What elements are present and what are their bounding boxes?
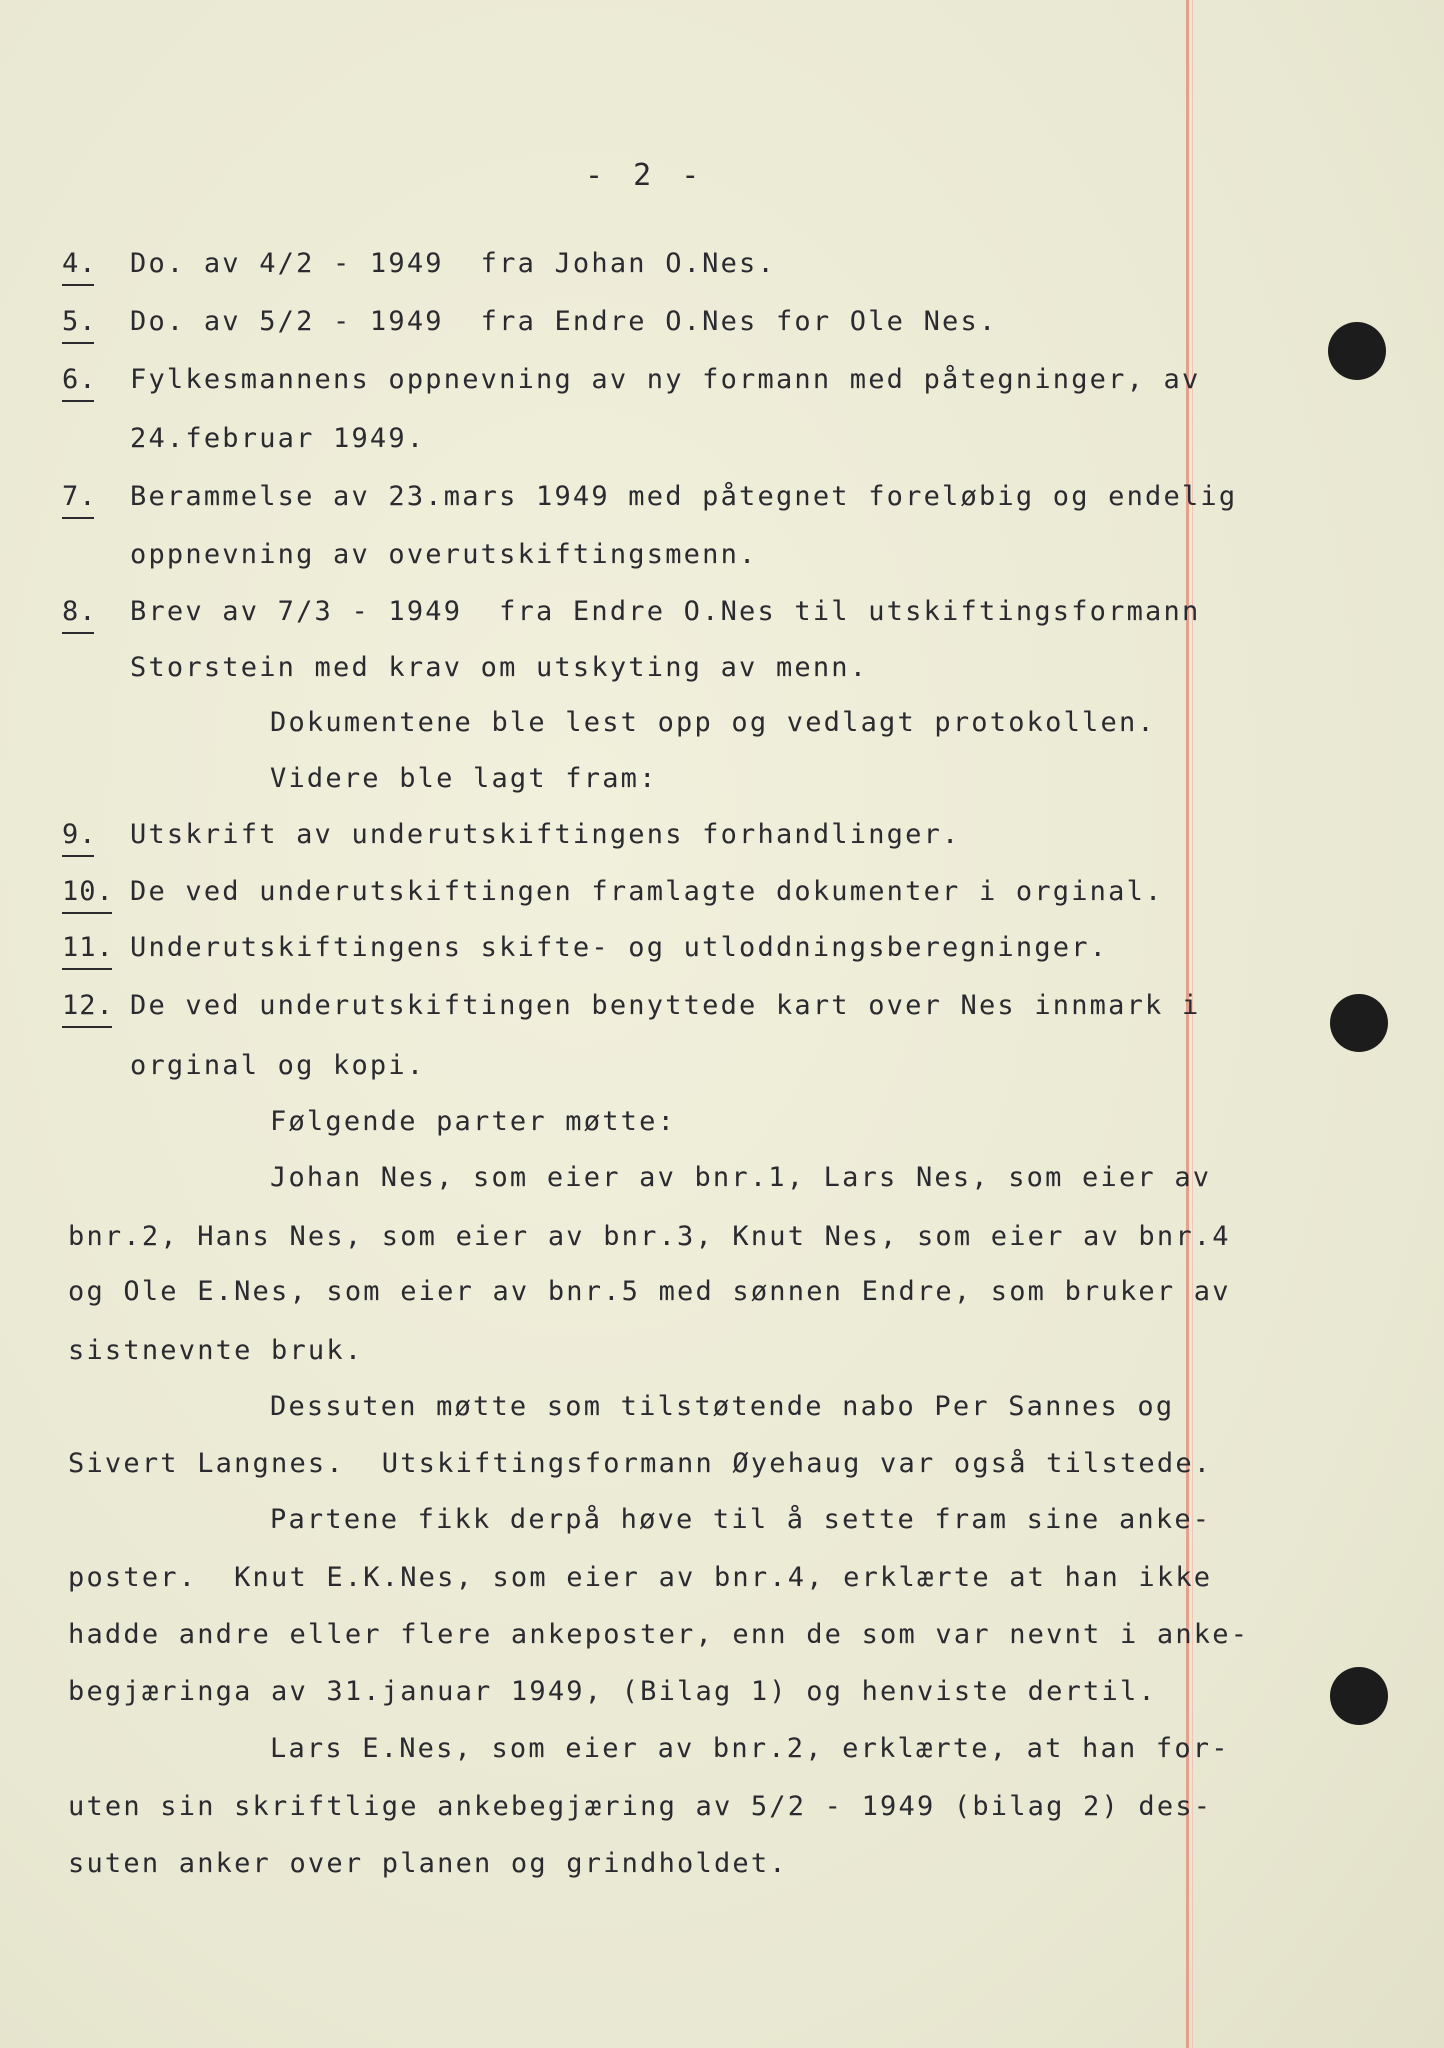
item-number-9: 9. — [62, 819, 97, 850]
paragraph-neighbours-line-2: Sivert Langnes. Utskiftingsformann Øyehaug var også tilstede. — [68, 1448, 1213, 1479]
item-number-6: 6. — [62, 364, 97, 395]
paragraph-parties-line-4: sistnevnte bruk. — [68, 1335, 364, 1366]
paragraph-parties-line-1: Johan Nes, som eier av bnr.1, Lars Nes, som eier av — [270, 1162, 1212, 1193]
item-6-line-2: 24.februar 1949. — [130, 423, 426, 454]
item-number-8: 8. — [62, 596, 97, 627]
item-6-line-1: Fylkesmannens oppnevning av ny formann med påtegninger, av — [130, 364, 1201, 395]
item-12-line-2: orginal og kopi. — [130, 1050, 426, 1081]
item-number-11: 11. — [62, 932, 114, 963]
item-4-line-1: Do. av 4/2 - 1949 fra Johan O.Nes. — [130, 248, 776, 279]
item-10-line-1: De ved underutskiftingen framlagte dokumenter i orginal. — [130, 876, 1164, 907]
item-number-5: 5. — [62, 306, 97, 337]
item-number-7: 7. — [62, 481, 97, 512]
item-number-12: 12. — [62, 990, 114, 1021]
paragraph-parties-attended: Følgende parter møtte: — [270, 1106, 677, 1137]
item-9-line-1: Utskrift av underutskiftingens forhandlinger. — [130, 819, 961, 850]
paragraph-appeals-line-1: Partene fikk derpå høve til å sette fram sine anke- — [270, 1504, 1212, 1535]
paragraph-documents-read: Dokumentene ble lest opp og vedlagt protokollen. — [270, 707, 1156, 738]
punch-hole-bottom — [1330, 1667, 1388, 1725]
paragraph-appeals-line-4: begjæringa av 31.januar 1949, (Bilag 1) og henviste dertil. — [68, 1676, 1157, 1707]
paragraph-lars-line-3: suten anker over planen og grindholdet. — [68, 1848, 788, 1879]
item-7-line-2: oppnevning av overutskiftingsmenn. — [130, 539, 758, 570]
item-7-line-1: Berammelse av 23.mars 1949 med påtegnet foreløbig og endelig — [130, 481, 1238, 512]
paragraph-further-presented: Videre ble lagt fram: — [270, 763, 658, 794]
paragraph-appeals-line-2: poster. Knut E.K.Nes, som eier av bnr.4, erklærte at han ikke — [68, 1562, 1213, 1593]
item-11-line-1: Underutskiftingens skifte- og utloddningsberegninger. — [130, 932, 1109, 963]
punch-hole-middle — [1330, 994, 1388, 1052]
item-number-10: 10. — [62, 876, 114, 907]
item-12-line-1: De ved underutskiftingen benyttede kart over Nes innmark i — [130, 990, 1201, 1021]
page-number: - 2 - — [585, 158, 706, 193]
paragraph-parties-line-3: og Ole E.Nes, som eier av bnr.5 med sønnen Endre, som bruker av — [68, 1276, 1231, 1307]
item-number-4: 4. — [62, 248, 97, 279]
paragraph-appeals-line-3: hadde andre eller flere ankeposter, enn de som var nevnt i anke- — [68, 1619, 1250, 1650]
punch-hole-top — [1328, 322, 1386, 380]
paragraph-neighbours-line-1: Dessuten møtte som tilstøtende nabo Per Sannes og — [270, 1391, 1175, 1422]
item-5-line-1: Do. av 5/2 - 1949 fra Endre O.Nes for Ole Nes. — [130, 306, 998, 337]
item-8-line-2: Storstein med krav om utskyting av menn. — [130, 652, 869, 683]
paragraph-lars-line-1: Lars E.Nes, som eier av bnr.2, erklærte, at han for- — [270, 1733, 1230, 1764]
paragraph-parties-line-2: bnr.2, Hans Nes, som eier av bnr.3, Knut Nes, som eier av bnr.4 — [68, 1221, 1231, 1252]
item-8-line-1: Brev av 7/3 - 1949 fra Endre O.Nes til utskiftingsformann — [130, 596, 1201, 627]
paragraph-lars-line-2: uten sin skriftlige ankebegjæring av 5/2 - 1949 (bilag 2) des- — [68, 1791, 1213, 1822]
